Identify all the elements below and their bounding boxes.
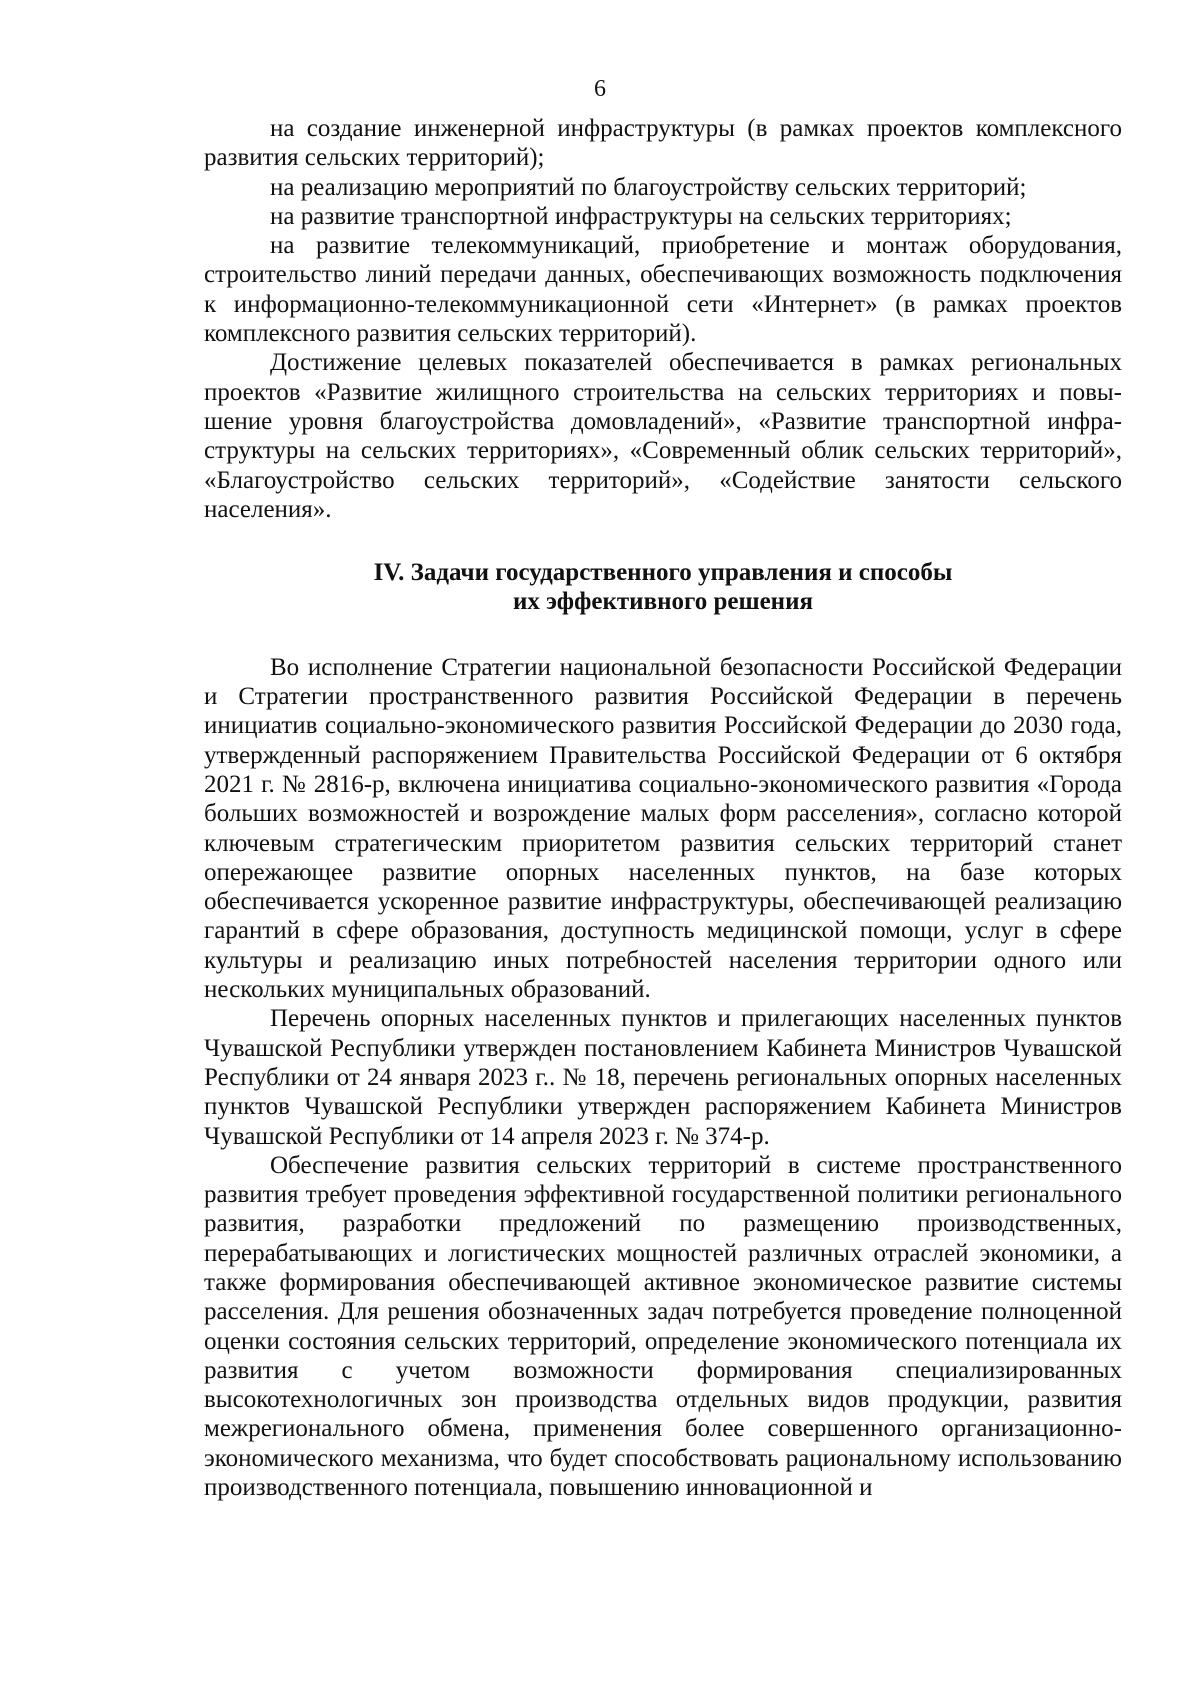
paragraph-rural-development-policy: Обеспечение развития сельских территорий в системе пространственного развития требует проведения эффективной государственной политики регионального развития, разработки предложений по размещению производственных, перерабатывающих и логистических мощностей различных отраслей экономики, а также формирования обеспечивающей активное экономическое развитие системы расселения. Для решения обозначенных задач потребуется проведение полноценной оценки состояния сельских территорий, определение экономического потенциала их развития с учетом возможности формирования специализированных высокотехнологичных зон производства отдельных видов продукции, развития межрегионального обмена, применения более совершенного организационно-экономического механизма, что будет способствовать рациональному использованию производственного потенциала, повышению инновационной и	[204, 1151, 1122, 1502]
paragraph-landscaping: на реализацию мероприятий по благоустройству сельских территорий;	[270, 173, 1027, 201]
paragraph-engineering-infrastructure: на создание инженерной инфраструктуры (в рамках проектов комплексного развития сельских территорий);	[204, 115, 1122, 172]
section-heading	[204, 558, 1122, 617]
section-heading-line-1: IV. Задачи государственного управления и способы	[373, 559, 953, 587]
page-number: 6	[594, 76, 606, 102]
paragraph-target-indicators: Достижение целевых показателей обеспечивается в рамках региональных проектов «Развитие жилищного строительства на сельских территориях и повышение уровня благоустройства домовладений», «Развитие транспортной инфраструктуры на сельских территориях», «Современный облик сельских территорий», «Благоустройство сельских территорий», «Содействие занятости сельского населения».	[204, 349, 1122, 523]
section-heading-line-2: их эффективного решения	[512, 588, 813, 616]
paragraph-reference-settlements: Перечень опорных населенных пунктов и прилегающих населенных пунктов Чувашской Республики утвержден постановлением Кабинета Министров Чувашской Республики от 24 января 2023 г.. № 18, перечень региональных опорных населенных пунктов Чувашской Республики утвержден распоряжением Кабинета Министров Чувашской Республики от 14 апреля 2023 г. № 374-р.	[204, 1005, 1122, 1150]
paragraph-telecommunications: на развитие телекоммуникаций, приобретение и монтаж оборудования, строительство линий передачи данных, обеспечивающих возможность подключения к информационно-телекоммуникационной сети «Интернет» (в рамках проектов комплексного развития сельских территорий).	[204, 232, 1122, 348]
paragraph-transport-infrastructure: на развитие транспортной инфраструктуры на сельских территориях;	[270, 202, 1012, 230]
paragraph-national-security-strategy: Во исполнение Стратегии национальной безопасности Российской Федерации и Стратегии пространственного развития Российской Федерации в перечень инициатив социально-экономического развития Российской Федерации до 2030 года, утвержденный распоряжением Правительства Российской Федерации от 6 октября 2021 г. № 2816-р, включена инициатива социально-экономического развития «Города больших возможностей и возрождение малых форм расселения», согласно которой ключевым стратегическим приоритетом развития сельских территорий станет опережающее развитие опорных населенных пунктов, на базе которых обеспечивается ускоренное развитие инфраструктуры, обеспечивающей реализацию гарантий в сфере образования, доступность медицинской помощи, услуг в сфере культуры и реализацию иных потребностей населения территории одного или нескольких муниципальных образований.	[204, 653, 1122, 1004]
document-body	[204, 114, 1122, 1502]
